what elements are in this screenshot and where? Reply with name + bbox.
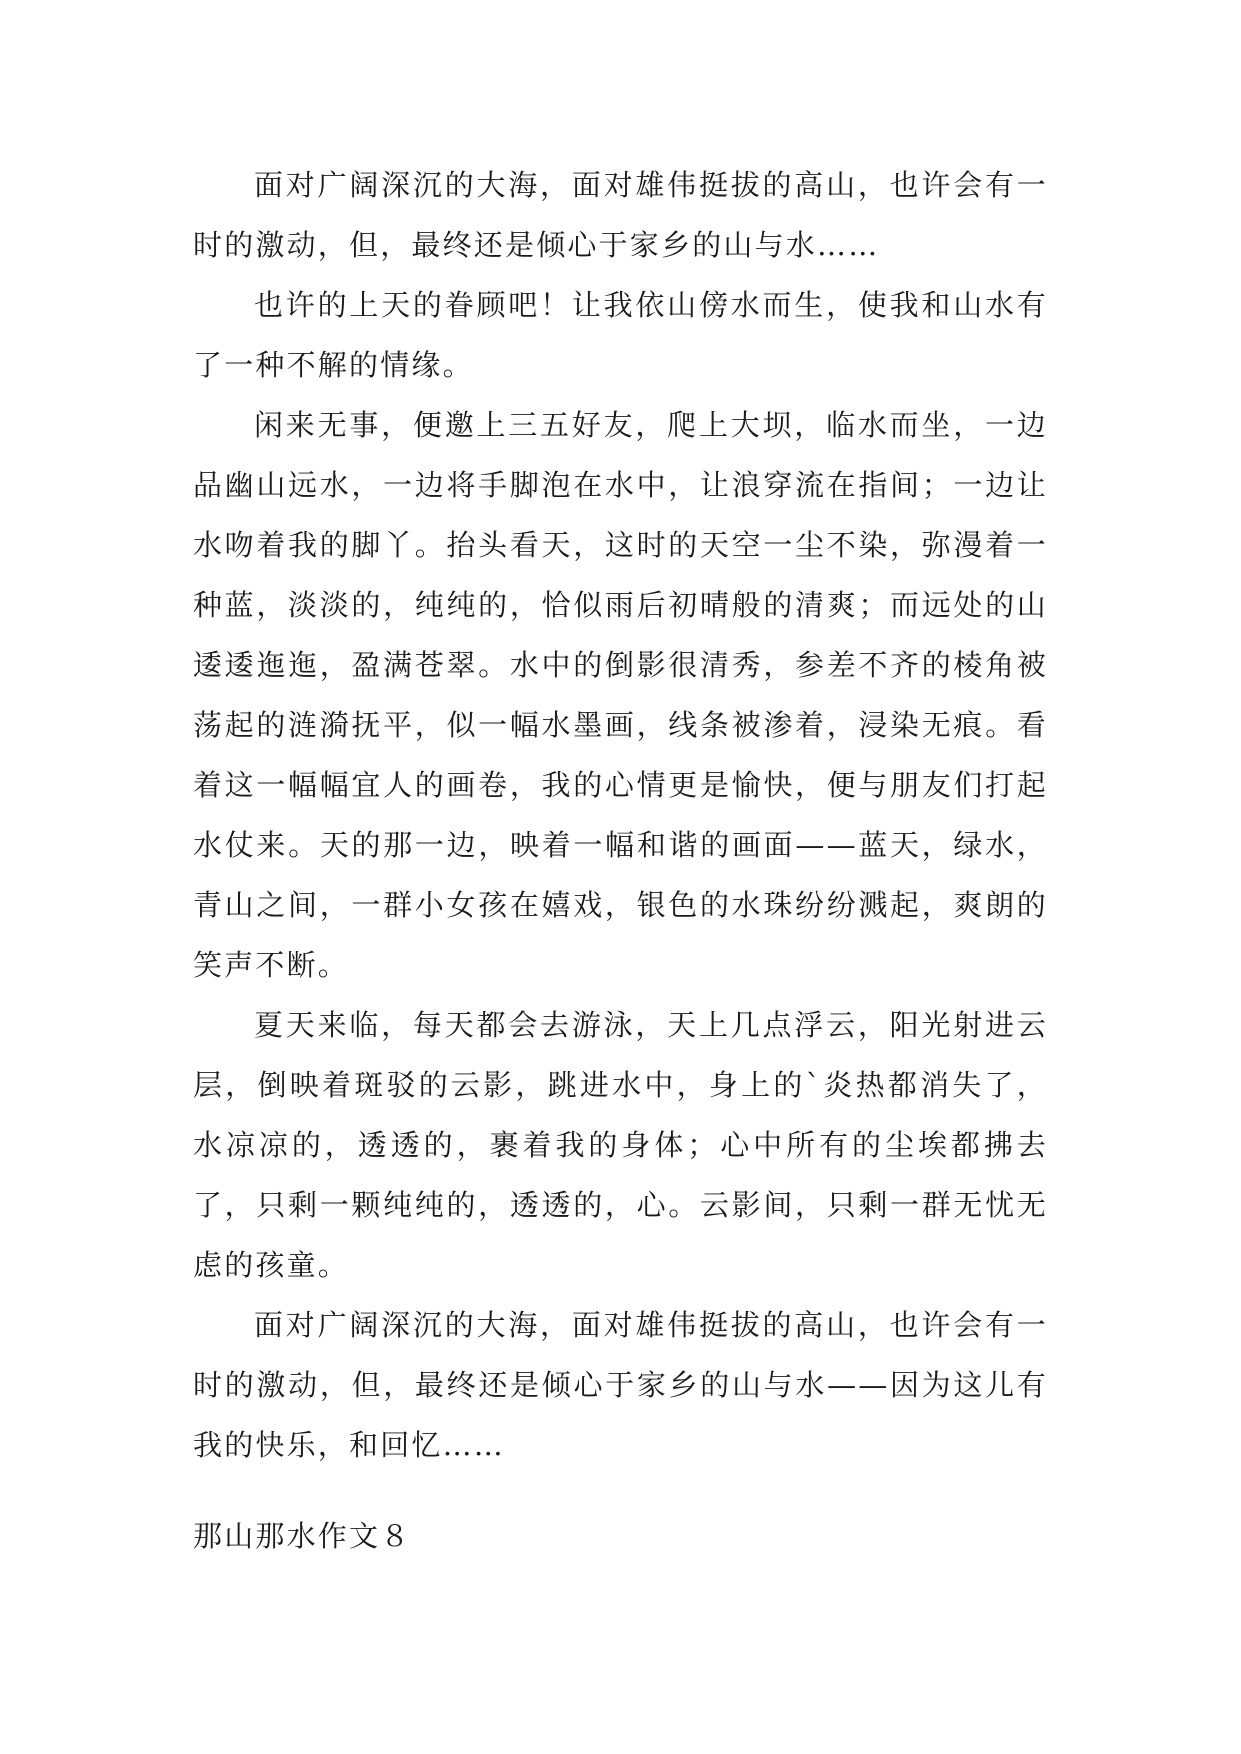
paragraph: 夏天来临，每天都会去游泳，天上几点浮云，阳光射进云层，倒映着斑驳的云影，跳进水中，身上的`炎热都消失了，水凉凉的，透透的，裹着我的身体；心中所有的尘埃都拂去了，只剩一颗纯纯的，透透的，心。云影间，只剩一群无忧无虑的孩童。	[193, 1008, 1048, 1282]
article-body	[193, 155, 1048, 1475]
paragraph: 面对广阔深沉的大海，面对雄伟挺拔的高山，也许会有一时的激动，但，最终还是倾心于家乡的山与水……	[193, 168, 1048, 262]
next-essay-title: 那山那水作文８	[193, 1519, 412, 1553]
paragraph: 闲来无事，便邀上三五好友，爬上大坝，临水而坐，一边品幽山远水，一边将手脚泡在水中，让浪穿流在指间；一边让水吻着我的脚丫。抬头看天，这时的天空一尘不染，弥漫着一种蓝，淡淡的，纯纯的，恰似雨后初晴般的清爽；而远处的山逶逶迤迤，盈满苍翠。水中的倒影很清秀，参差不齐的棱角被荡起的涟漪抚平，似一幅水墨画，线条被渗着，浸染无痕。看着这一幅幅宜人的画卷，我的心情更是愉快，便与朋友们打起水仗来。天的那一边，映着一幅和谐的画面——蓝天，绿水，青山之间，一群小女孩在嬉戏，银色的水珠纷纷溅起，爽朗的笑声不断。	[193, 408, 1048, 982]
paragraph: 也许的上天的眷顾吧！让我依山傍水而生，使我和山水有了一种不解的情缘。	[193, 288, 1048, 382]
paragraph: 面对广阔深沉的大海，面对雄伟挺拔的高山，也许会有一时的激动，但，最终还是倾心于家乡的山与水——因为这儿有我的快乐，和回忆……	[193, 1308, 1048, 1462]
